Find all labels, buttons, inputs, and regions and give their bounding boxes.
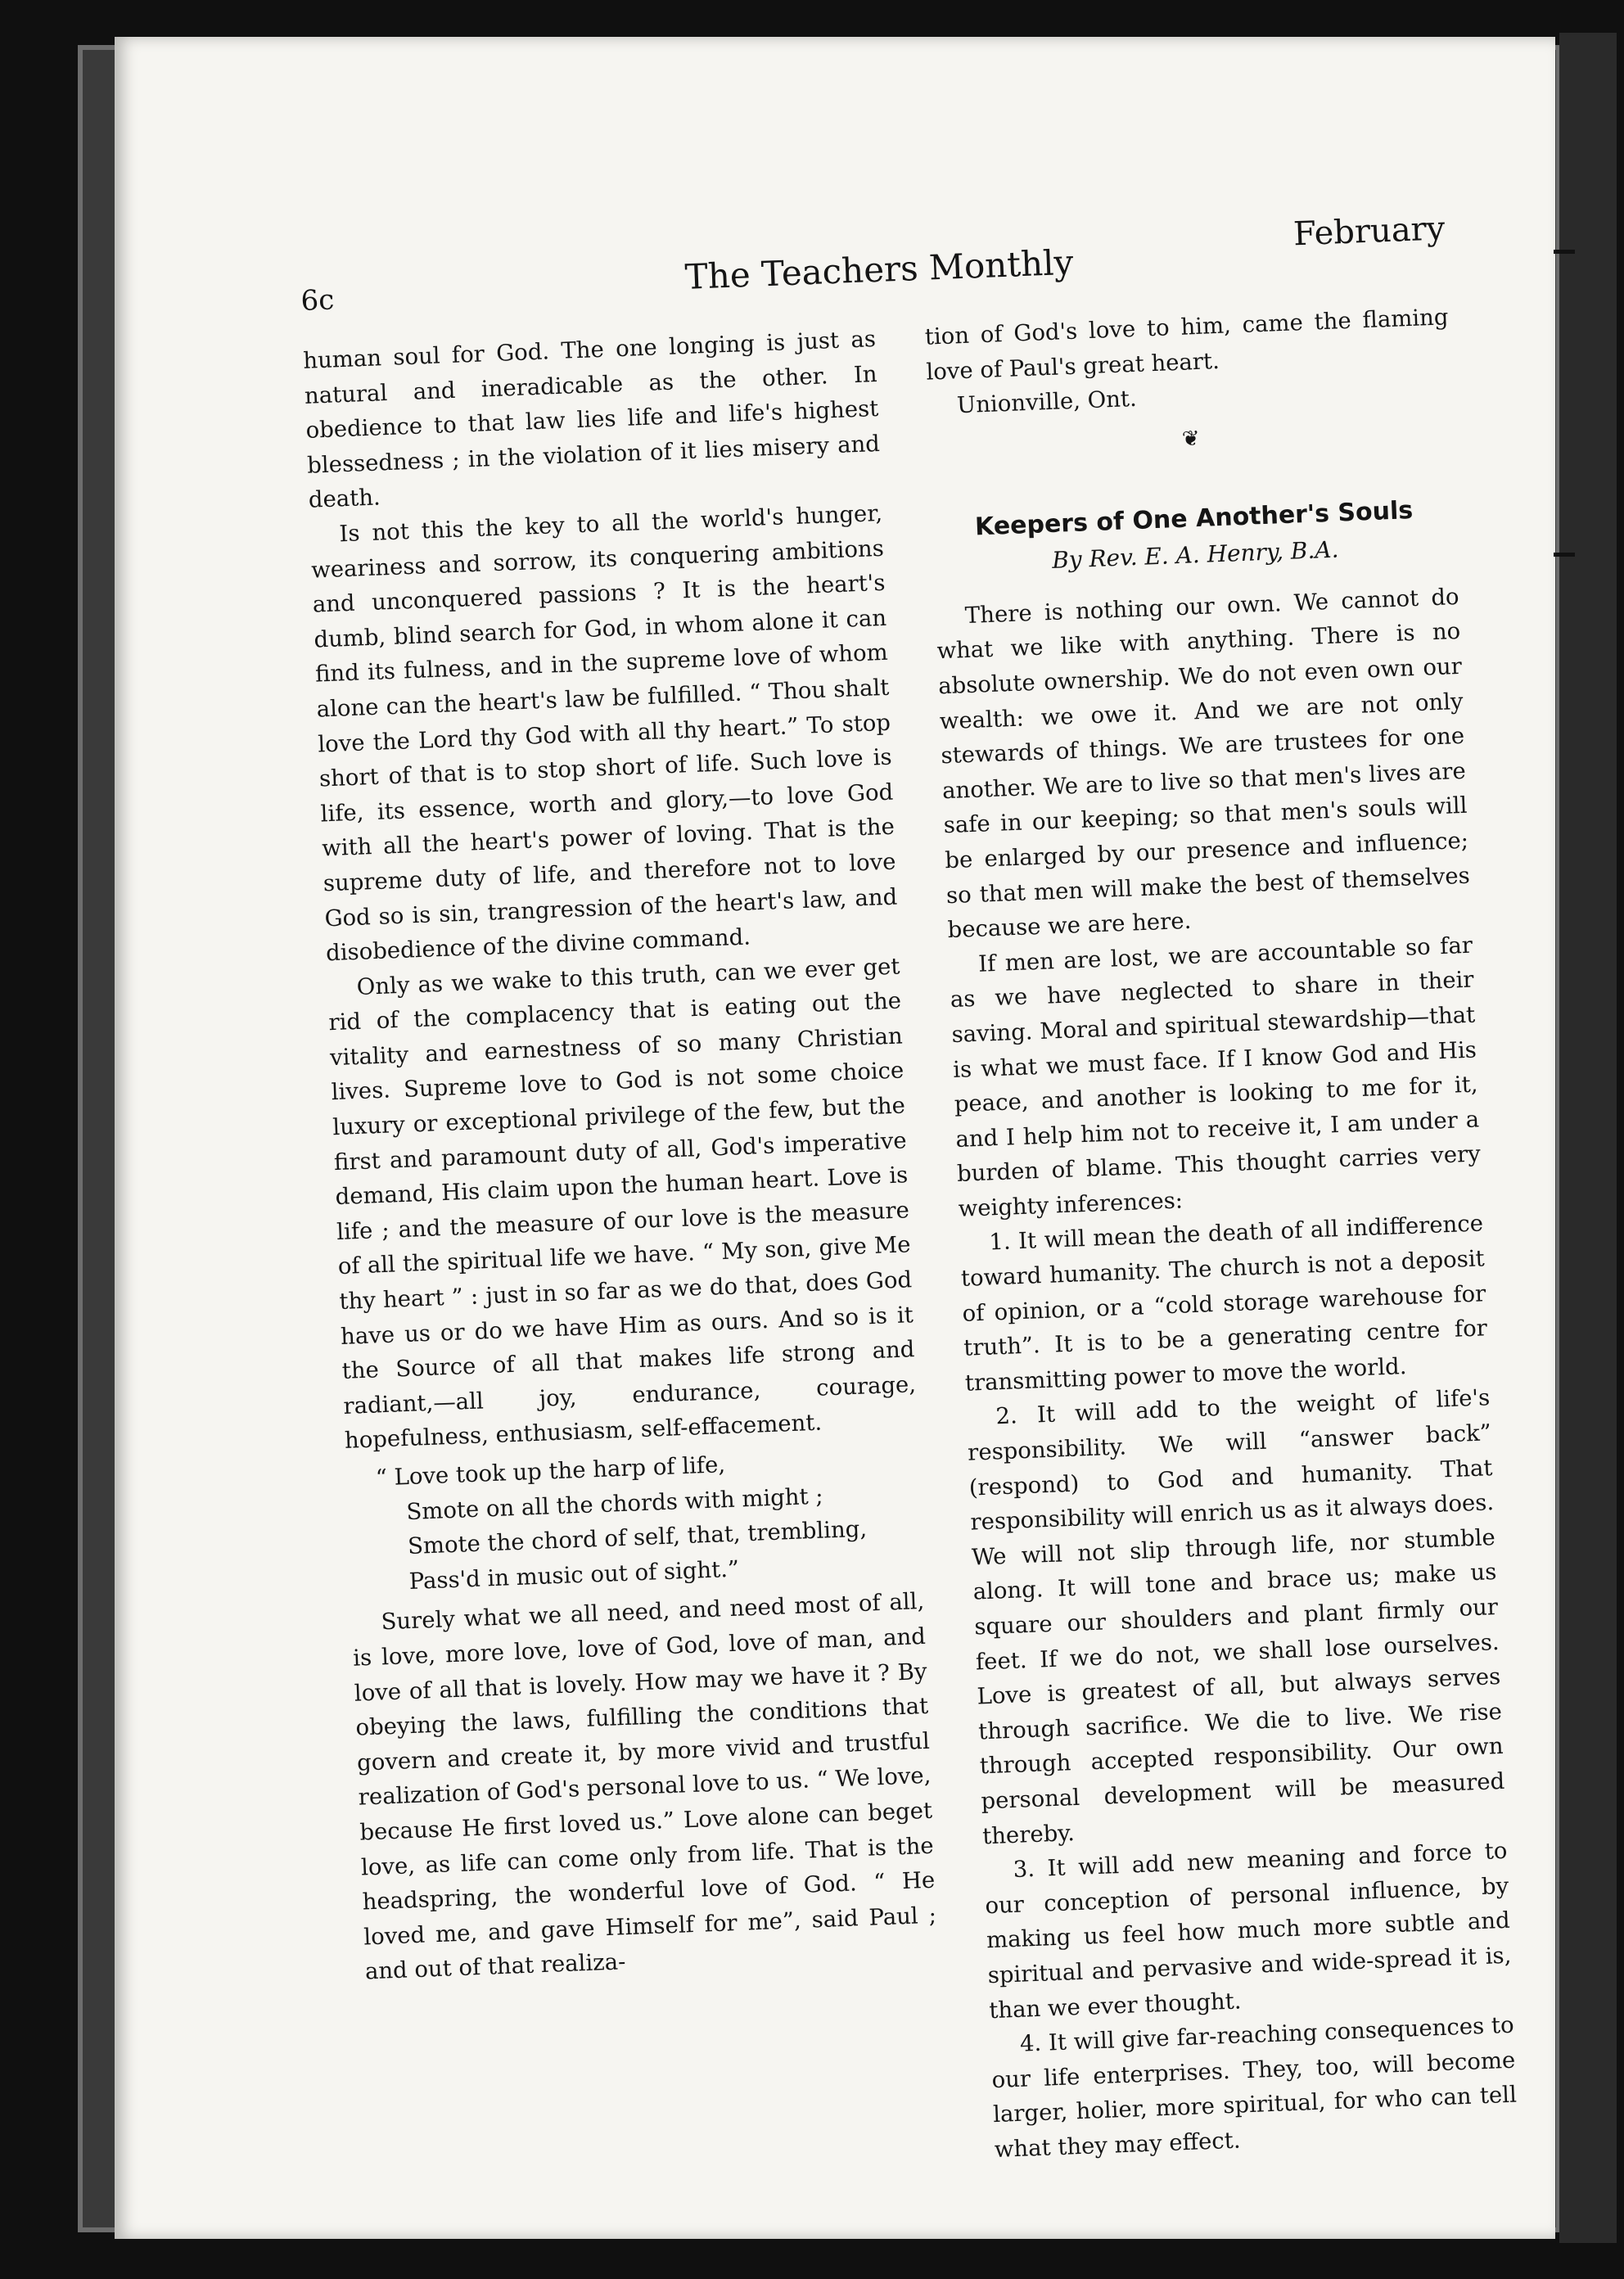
page-edge-mark (1554, 250, 1575, 254)
paragraph: Is not this the key to all the world's hunger, weariness and sorrow, its conquering ambitions and unconquered passions ? It is the heart's dumb, blind search for God, in whom alone it can find its fulness, and in the supreme love of whom alone can the heart's law be fulfilled. “ Thou shalt love the Lord thy God with all thy heart.” To stop short of that is to stop short of life. Such love is life, its essence, worth and glory,—to love God with all the heart's power of loving. That is the supreme duty of life, and therefore not to love God so is sin, trangression of the heart's law, and disobedience of the divine command. (310, 499, 898, 967)
paragraph: tion of God's love to him, came the flaming love of Paul's great heart. (924, 304, 1449, 386)
poem-line: Smote the chord of self, that, trembling, (407, 1515, 868, 1560)
article-title: Keepers of One Another's Souls (974, 495, 1414, 542)
poem-line: “ Love took up the harp of life, (375, 1451, 726, 1492)
page-content (299, 201, 1518, 2163)
paragraph: If men are lost, we are accountable so far as we have neglected to share in their saving. Moral and spiritual stewardship—that is what we must face. If I know God and His peace, and another is looking to me for it, and I help him not to receive it, I am under a burden of blame. This thought carries very weighty inferences: (950, 932, 1482, 1222)
issue-month: February (1292, 210, 1446, 254)
page-edge-mark (1554, 553, 1575, 557)
left-column (303, 322, 939, 1989)
journal-title: The Teachers Monthly (683, 241, 1075, 297)
author-location: Unionville, Ont. (956, 386, 1138, 419)
paragraph: There is nothing our own. We cannot do what we like with anything. There is no absolute ownership. We do not even own our wealth: we owe it. And we are not only stewards of things. We are trustees for one another. We are to live so that men's lives are safe in our keeping; so that men's souls will be enlarged by our presence and influence; so that men will make the best of themselves because we are here. (936, 583, 1471, 944)
adjacent-page-edge (1559, 33, 1617, 2243)
ornament-icon: ❦ (1181, 426, 1201, 452)
numbered-paragraph: 2. It will add to the weight of life's responsibility. We will “answer back” (respond) to God and humanity. That responsibility will enrich us as it always does. We will not slip through life, nor stumble along. It will tone and brace us; make us square our shoulders and plant firmly our feet. If we do not, we shall lose ourselves. Love is greatest of all, but always serves through sacrifice. We die to live. We rise through accepted responsibility. Our own personal development will be measured thereby. (967, 1384, 1505, 1849)
poem-line: Pass'd in music out of sight.” (408, 1555, 740, 1595)
poem-quote (375, 1440, 923, 1600)
numbered-paragraph: 3. It will add new meaning and force to our conception of personal influence, by making us feel how much more subtle and spiritual and pervasive and wide-spread it is, than we ever thought. (984, 1837, 1512, 2024)
article-byline: By Rev. E. A. Henry, B.A. (1051, 535, 1340, 574)
right-column (924, 300, 1518, 2167)
numbered-paragraph: 4. It will give far-reaching consequences to our life enterprises. They, too, will become larger, holier, more spiritual, for who can tell what they may effect. (991, 2011, 1518, 2163)
page-number: 6c (300, 283, 336, 318)
paragraph: Only as we wake to this truth, can we ever get rid of the complacency that is eating out the vitality and earnestness of so many Christian lives. Supreme love to God is not some choice luxury or exceptional privilege of the few, but the first and paramount duty of all, God's imperative demand, His claim upon the human heart. Love is life ; and the measure of our love is the measure of all the spiritual life we have. “ My son, give Me thy heart ” : just in so far as we do that, does God have us or do we have Him as ours. And so is it the Source of all that makes life strong and radiant,—all joy, endurance, courage, hopefulness, enthusiasm, self-effacement. (327, 953, 917, 1455)
paragraph: Surely what we all need, and need most of all, is love, more love, love of God, love of man, and love of all that is lovely. How may we have it ? By obeying the laws, fulfilling the conditions that govern and create it, by more vivid and trustful realization of God's personal love to us. “ We love, because He first loved us.” Love alone can beget love, as life can come only from life. That is the headspring, the wonderful love of God. “ He loved me, and gave Himself for me”, said Paul ; and out of that realiza- (352, 1588, 937, 1985)
numbered-paragraph: 1. It will mean the death of all indifference toward humanity. The church is not a deposit of opinion, or a “cold storage warehouse for truth”. It is to be a generating centre for transmitting power to move the world. (960, 1210, 1488, 1397)
poem-line: Smote on all the chords with might ; (405, 1482, 824, 1525)
paragraph: human soul for God. The one longing is just as natural and ineradicable as the other. In obedience to that law lies life and life's highest blessedness ; in the violation of it lies misery and death. (302, 326, 881, 514)
